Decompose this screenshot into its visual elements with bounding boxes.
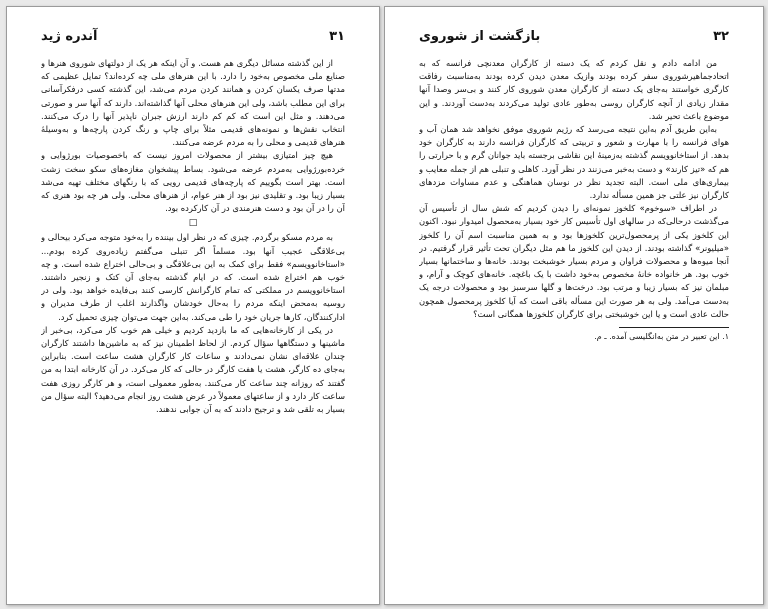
running-title: آندره ژید	[41, 29, 98, 44]
section-separator: □	[188, 218, 198, 229]
paragraph: به مردم مسکو برگردم. چیزی که در نظر اول بیننده را به‌خود متوجه می‌کرد بیحالی و بی‌علاقگی عجیب آنها بود. مسلماً اگر تنبلی می‌گفتم زیاده‌روی کرده بودم... «استاخانوویسم» فقط برای کمک به این بی‌علاقگی و بی‌حالی اختراع شده است. و چه خوب هم اختراع شده است. که در ایام گذشته به‌جای آن کتک و زنجیر داشتند. استاخانوویسم در مملکتی که تمام کارگرانش کارسی کنند بی‌فایده خواهد بود. ولی در روسیه به‌محض اینکه مردم را به‌حال خودشان واگذارند اغلب از طرف مدیران و ادارکنندگان، کارها جریان خود را طی می‌کند. به‌این جهت می‌توان چیزی تحمیل کرد.	[41, 232, 345, 322]
left-page	[6, 6, 380, 605]
paragraph: از این گذشته مسائل دیگری هم هست. و آن اینکه هر یک از دولتهای شوروی هنرها و صنایع ملی مخصوص به‌خود را دارد. با این هنرهای ملی چه کرده‌اند؟ تمایل عظیمی که مدتها صرف یکسان کردن و همانند کردن مردم می‌شد، این گذشته کسی درفکرآسانی برای این مطلب باشد، ولی این هنرهای محلی آنها گذاشته‌اند. دارند که آنها سر و صورتی می‌دهند. و مثل این است که کم کم دارند ارزش جبران ناپذیر آنها را درک می‌کنند. انتخاب نقش‌ها و نمونه‌های قدیمی مثلاً برای چاپ و رنگ کردن پارچه‌ها و به‌وسیلهٔ هنرهای قدیمی و محلی را به مردم عرضه می‌کنند.	[41, 58, 345, 148]
page-header	[41, 29, 345, 49]
page-number: ۳۱	[329, 29, 345, 44]
page-body	[41, 57, 345, 592]
paragraph: هیچ چیز امتیازی بیشتر از محصولات امروز نیست که باخصوصیات بورژوایی و خرده‌بورژوایی به‌مردم عرضه می‌شود. بساط پیشخوان مغازه‌های سکو سخت زشت است. بهتر است بگوییم که پارچه‌های قدیمی رویی که با رنگهای مختلف تهیه می‌شد بسیار زیبا بود. و تقلیدی نیز بود از هنر عوام، از هنرهای محلی. ولی هر چه بود هنری که آن را در آن بود و دست هنرمندی در آن کارکرده بود.	[41, 150, 345, 214]
paragraph: من ادامه دادم و نقل کردم که یک دسته از کارگران معدنچی فرانسه که به اتحادجماهیرشوروی سفر کرده بودند وازیک معدن دیدن کرده بودند به‌مناسبت رفاقت کارگری خواستند به‌جای یک دسته از کارگران معدن شوروی کار کنند و بی‌سر وصدا آنها مقدار زیادی از آنچه کارگران روسی به‌طور عادی تولید می‌کردند به‌دست آوردند. و این موضوع باعث تحیر شد.	[419, 58, 729, 121]
running-title: بازگشت از شوروی	[419, 29, 541, 44]
footnote: ۱. این تعبیر در متن به‌انگلیسی آمده. ـ م.	[594, 332, 729, 342]
paragraph: به‌این طریق آدم به‌این نتیجه می‌رسد که رژیم شوروی موفق نخواهد شد همان آب و هوای فرانسه را با مهارت و شعور و تربیتی که کارگران فرانسه دارند به کارگران خود بدهد. از استاخانوویسم گذشته به‌زمینهٔ این نقاشی برجسته باید جوانان گرم و با حرارتی را هم که «تیز کارند» و دست به‌خبر می‌زنند در نظر آورد. کاهلی و تنبلی هم از جمله معایب و بیماری‌های ملی است. البته تجدید نظر در نوسان هماهنگی و عدم مساوات مزدهای کارگران نیز علتی جز همین مسأله ندارد.	[419, 124, 729, 201]
paragraph: در اطراف «سوخوم» کلخوز نمونه‌ای را دیدن کردیم که شش سال از تأسیس آن می‌گذشت درحالی‌که در سالهای اول تأسیس کار خود بسیار به‌محصول امیدوار نبود. اکنون این کلخوز یکی از پرمحصول‌ترین کلخوزها بود و به همین مناسبت اسم آن را کلخوز «میلیونر» گذاشته بودند. از دیدن این کلخوز ما هم مثل دیگران تحت تأثیر قرار گرفتیم. در آنجا میوه‌ها و محصولات فراوان و مردم بسیار خوشبخت بودند. خانه‌ها و ساختمانها بسیار خوب بود. هر خانواده خانهٔ مخصوص به‌خود داشت با یک باغچه. خانه‌های کوچک و آرام، و مبلمان نیز که بسیار زیبا و مرتب بود. درخت‌ها و گلها سرسبز بود و محصولات درجه یک به‌دست می‌آمد. ولی به هر صورت این مسأله باقی است که آیا کلخوز پرمحصول همچون حالت عادی است و یا این خوشبختی برای کارگران کلخوزها همگانی است؟	[419, 203, 729, 319]
page-header	[419, 29, 729, 49]
footnote-rule	[619, 327, 729, 328]
right-page	[384, 6, 764, 605]
paragraph: در یکی از کارخانه‌هایی که ما بازدید کردیم و خیلی هم خوب کار می‌کرد، بی‌خبر از ماشینها و دستگاهها سؤال کردم. از لحاظ اطمینان نیز که به ماشین‌ها داشتند کارگران چندان علاقه‌ای نشان نمی‌دادند و ساعات کار کارگران هشت ساعت است. بنابراین به‌جای ده کارگر، هشت یا هفت کارگر در حالی که کار می‌کرد. در آن کارخانه ابتدا به من گفتند که روزانه چند ساعت کار می‌کنند. به‌طور معمولی است، و هر کارگر روزی هفت ساعت کار دارد و از ساعتهای معمولاً در عرض هشت روز انجام می‌دهید؟ البته سؤال من بسیار به تلقی شد و ترجیح دادند که به آن جوابی ندهند.	[41, 324, 345, 415]
page-number: ۳۲	[713, 29, 729, 44]
page-body	[419, 57, 729, 592]
